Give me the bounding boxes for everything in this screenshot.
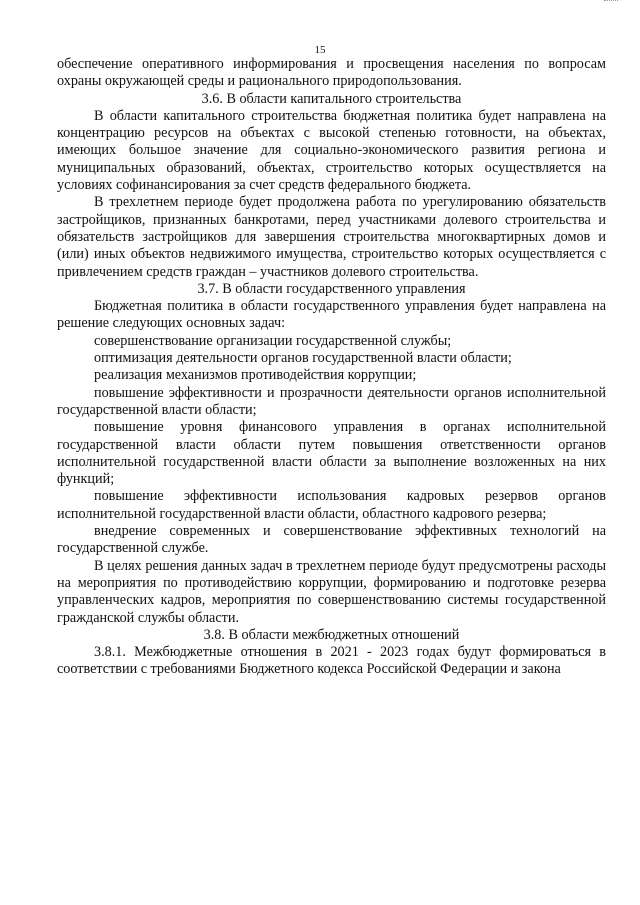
task-item: совершенствование организации государственной службы; — [94, 332, 452, 349]
section-3-7-closing: В целях решения данных задач в трехлетнем периоде будут предусмотрены расходы на мероприятия по противодействию коррупции, формированию и подготовке резерва управленческих кадров, мероприятия по совершенствованию системы государственной гражданской службы области. — [57, 557, 606, 626]
section-3-6-heading: 3.6. В области капитального строительства — [201, 90, 462, 107]
section-3-8-paragraph: 3.8.1. Межбюджетные отношения в 2021 - 2023 годах будут формироваться в соответствии с требованиями Бюджетного кодекса Российской Федерации и закона — [57, 644, 606, 678]
section-3-6-paragraph: В области капитального строительства бюджетная политика будет направлена на концентрацию ресурсов на объектах с высокой степенью готовности, на объектах, имеющих большое значение для социально-экономического развития региона и муниципальных образований, объектах, строительство которых осуществляется на условиях софинансирования за счет средств федерального бюджета. — [57, 107, 606, 194]
section-3-8-heading: 3.8. В области межбюджетных отношений — [203, 626, 460, 643]
section-3-7-heading: 3.7. В области государственного управления — [197, 280, 466, 297]
task-item: повышение эффективности и прозрачности деятельности органов исполнительной государственной власти области; — [57, 384, 606, 418]
page-number: 15 — [314, 44, 326, 56]
task-item: повышение эффективности использования кадровых резервов органов исполнительной государственной власти области, областного кадрового резерва; — [57, 488, 606, 522]
task-item: реализация механизмов противодействия коррупции; — [94, 367, 417, 384]
section-3-7-lead: Бюджетная политика в области государственного управления будет направлена на решение следующих основных задач: — [57, 298, 606, 332]
section-3-6-paragraph: В трехлетнем периоде будет продолжена работа по урегулированию обязательств застройщиков, признанных банкротами, перед участниками долевого строительства и обязательств застройщиков для завершения строительства многоквартирных домов и (или) иных объектов недвижимого имущества, строительство которых осуществляется с привлечением средств граждан – участников долевого строительства. — [57, 194, 606, 280]
task-item: внедрение современных и совершенствование эффективных технологий на государственной службе. — [57, 523, 606, 557]
task-item: повышение уровня финансового управления в органах исполнительной государственной власти области путем повышения ответственности органов исполнительной государственной власти области за выполнение возложенных на них функций; — [57, 419, 606, 488]
task-item: оптимизация деятельности органов государственной власти области; — [94, 350, 512, 367]
document-body — [57, 56, 606, 679]
intro-paragraph: обеспечение оперативного информирования и просвещения населения по вопросам охраны окружающей среды и рационального природопользования. — [57, 56, 606, 90]
corner-mark — [604, 0, 618, 4]
